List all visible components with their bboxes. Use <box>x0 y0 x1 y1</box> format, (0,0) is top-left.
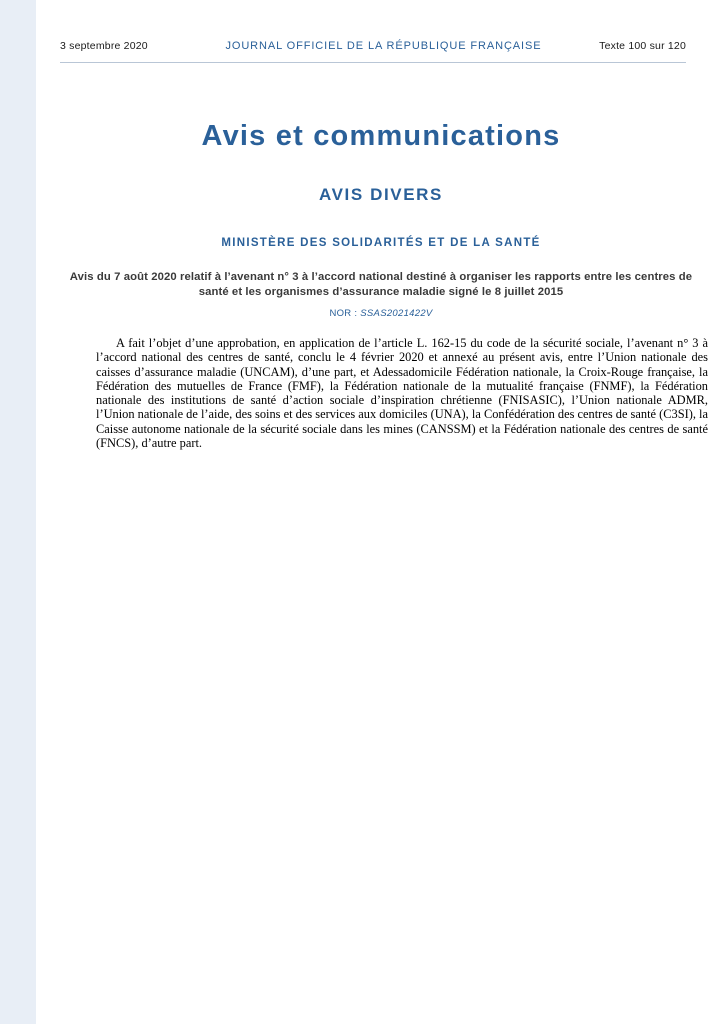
header-text-reference: Texte 100 sur 120 <box>599 40 686 52</box>
page-content <box>38 0 724 1024</box>
header-divider <box>60 62 686 63</box>
page-title: Avis et communications <box>201 120 561 152</box>
left-margin-strip <box>0 0 38 1024</box>
notice-title: Avis du 7 août 2020 relatif à l’avenant n° 3 à l’accord national destiné à organiser les rapports entre les centres de santé et les organismes d’assurance maladie signé le 8 juillet 2015 <box>69 271 693 298</box>
header-journal-title: JOURNAL OFFICIEL DE LA RÉPUBLIQUE FRANÇAISE <box>225 40 542 52</box>
nor-value: SSAS2021422V <box>360 308 433 319</box>
page-header <box>60 40 686 52</box>
body-paragraph: A fait l’objet d’une approbation, en application de l’article L. 162-15 du code de la sécurité sociale, l’avenant n° 3 à l’accord national des centres de santé, conclu le 4 février 2020 et annexé au présent avis, entre l’Union nationale des caisses d’assurance maladie (UNCAM), d’une part, et Adessadomicile Fédération nationale, la Croix-Rouge française, la Fédération des mutuelles de France (FMF), la Fédération nationale de la mutualité française (FNMF), la Fédération nationale des institutions de santé d’action sociale d’inspiration chrétienne (FNISASIC), l’Union nationale ADMR, l’Union nationale de l’aide, des soins et des services aux domiciles (UNA), la Confédération des centres de santé (C3SI), la Caisse autonome nationale de la sécurité sociale dans les mines (CANSSM) et la Fédération nationale des centres de santé (FNCS), d’autre part. <box>96 336 708 451</box>
nor-line <box>38 308 724 319</box>
ministry-heading: MINISTÈRE DES SOLIDARITÉS ET DE LA SANTÉ <box>221 237 541 249</box>
nor-label: NOR : <box>329 308 361 319</box>
page-corner-artifact <box>694 928 724 1024</box>
section-title: AVIS DIVERS <box>318 185 444 204</box>
header-date: 3 septembre 2020 <box>60 40 148 52</box>
